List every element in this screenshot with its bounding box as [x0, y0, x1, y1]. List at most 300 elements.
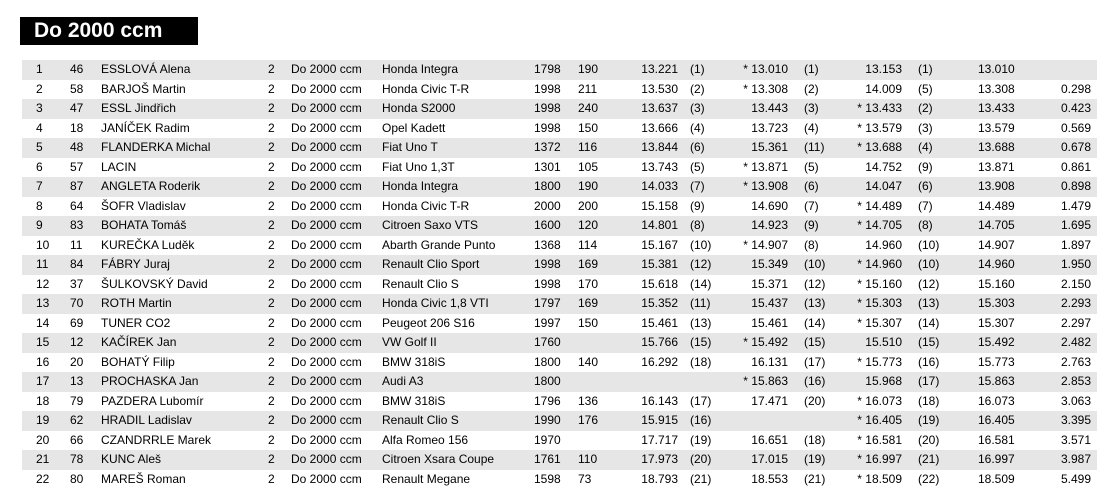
- class-cell: 2: [268, 276, 275, 291]
- run2-rank-cell: (8): [804, 237, 819, 252]
- class-cell: 2: [268, 315, 275, 330]
- run2-time-cell: * 14.907: [743, 237, 788, 252]
- table-row: [22, 294, 1097, 314]
- run2-rank-cell: (13): [804, 296, 826, 310]
- class-cell: 2: [268, 140, 275, 154]
- run3-rank-cell: (12): [918, 276, 940, 291]
- run2-rank-cell: (1): [804, 62, 819, 76]
- engine-ccm-cell: 1368: [534, 237, 561, 252]
- gap-cell: 3.063: [1060, 393, 1091, 408]
- run1-time-cell: 15.766: [641, 335, 678, 349]
- run1-time-cell: 15.158: [641, 198, 678, 213]
- class-cell: 2: [268, 354, 275, 369]
- run1-rank-cell: (3): [690, 101, 705, 115]
- start-number-cell: 48: [70, 140, 84, 154]
- start-number-cell: 64: [70, 198, 84, 213]
- table-row: [22, 255, 1097, 275]
- position-cell: 21: [36, 452, 50, 466]
- power-cell: 240: [578, 101, 599, 115]
- run2-time-cell: 16.651: [751, 432, 788, 447]
- category-cell: Do 2000 ccm: [291, 179, 362, 193]
- run1-rank-cell: (12): [690, 257, 712, 271]
- driver-name-cell: BOHATA Tomáš: [101, 218, 187, 232]
- power-cell: 105: [578, 159, 599, 174]
- driver-name-cell: PAZDERA Lubomír: [101, 393, 204, 408]
- class-cell: 2: [268, 296, 275, 310]
- category-cell: Do 2000 ccm: [291, 62, 362, 76]
- run3-rank-cell: (21): [918, 452, 940, 466]
- run3-rank-cell: (9): [918, 159, 933, 174]
- run3-rank-cell: (17): [918, 374, 940, 388]
- run3-time-cell: * 16.997: [857, 452, 902, 466]
- run1-time-cell: 13.221: [641, 62, 678, 76]
- category-cell: Do 2000 ccm: [291, 413, 362, 427]
- class-cell: 2: [268, 120, 275, 135]
- power-cell: 176: [578, 413, 599, 427]
- run3-rank-cell: (13): [918, 296, 940, 310]
- best-time-cell: 15.160: [978, 276, 1015, 291]
- run1-rank-cell: (7): [690, 179, 705, 193]
- class-cell: 2: [268, 374, 275, 388]
- best-time-cell: 18.509: [978, 471, 1015, 486]
- run2-rank-cell: (11): [804, 140, 825, 154]
- car-cell: BMW 318iS: [382, 393, 446, 408]
- start-number-cell: 18: [70, 120, 84, 135]
- driver-name-cell: ESSL Jindřich: [101, 101, 176, 115]
- best-time-cell: 15.492: [978, 335, 1015, 349]
- run2-rank-cell: (16): [804, 374, 826, 388]
- gap-cell: 5.499: [1060, 471, 1091, 486]
- gap-cell: 1.695: [1060, 218, 1091, 232]
- car-cell: Honda S2000: [382, 101, 456, 115]
- best-time-cell: 14.960: [978, 257, 1015, 271]
- category-cell: Do 2000 ccm: [291, 471, 362, 486]
- start-number-cell: 87: [70, 179, 84, 193]
- run1-rank-cell: (4): [690, 120, 705, 135]
- run3-time-cell: 15.510: [865, 335, 902, 349]
- gap-cell: 0.678: [1060, 140, 1091, 154]
- table-row: [22, 99, 1097, 119]
- class-cell: 2: [268, 471, 275, 486]
- table-row: [22, 450, 1097, 470]
- start-number-cell: 62: [70, 413, 84, 427]
- table-row: [22, 80, 1097, 100]
- run3-time-cell: * 16.581: [857, 432, 902, 447]
- category-title: Do 2000 ccm: [20, 17, 198, 45]
- run2-rank-cell: (5): [804, 159, 819, 174]
- run1-time-cell: 14.801: [641, 218, 678, 232]
- class-cell: 2: [268, 413, 275, 427]
- category-cell: Do 2000 ccm: [291, 354, 362, 369]
- category-cell: Do 2000 ccm: [291, 452, 362, 466]
- category-cell: Do 2000 ccm: [291, 393, 362, 408]
- category-cell: Do 2000 ccm: [291, 374, 362, 388]
- driver-name-cell: ROTH Martin: [101, 296, 172, 310]
- driver-name-cell: BARJOŠ Martin: [101, 81, 186, 96]
- run2-rank-cell: (2): [804, 81, 819, 96]
- engine-ccm-cell: 1800: [534, 354, 561, 369]
- engine-ccm-cell: 1998: [534, 101, 561, 115]
- class-cell: 2: [268, 257, 275, 271]
- best-time-cell: 15.863: [978, 374, 1015, 388]
- run1-time-cell: 13.743: [641, 159, 678, 174]
- position-cell: 20: [36, 432, 50, 447]
- run3-rank-cell: (8): [918, 218, 933, 232]
- category-cell: Do 2000 ccm: [291, 315, 362, 330]
- run3-time-cell: * 13.433: [857, 101, 902, 115]
- run1-rank-cell: (19): [690, 432, 712, 447]
- class-cell: 2: [268, 198, 275, 213]
- run3-rank-cell: (6): [918, 179, 933, 193]
- position-cell: 1: [36, 62, 43, 76]
- power-cell: 73: [578, 471, 592, 486]
- best-time-cell: 16.997: [978, 452, 1015, 466]
- run2-rank-cell: (17): [804, 354, 826, 369]
- engine-ccm-cell: 1998: [534, 120, 561, 135]
- best-time-cell: 13.010: [978, 62, 1015, 76]
- category-cell: Do 2000 ccm: [291, 101, 362, 115]
- driver-name-cell: LACIN: [101, 159, 137, 174]
- run1-time-cell: 13.666: [641, 120, 678, 135]
- driver-name-cell: FÁBRY Juraj: [101, 257, 170, 271]
- car-cell: Honda Civic 1,8 VTI: [382, 296, 489, 310]
- driver-name-cell: CZANDRRLE Marek: [101, 432, 212, 447]
- table-row: [22, 470, 1097, 490]
- best-time-cell: 13.308: [978, 81, 1015, 96]
- car-cell: Renault Megane: [382, 471, 471, 486]
- run3-rank-cell: (3): [918, 120, 933, 135]
- gap-cell: 0.423: [1060, 101, 1091, 115]
- class-cell: 2: [268, 159, 275, 174]
- car-cell: Honda Integra: [382, 62, 459, 76]
- class-cell: 2: [268, 218, 275, 232]
- car-cell: Fiat Uno 1,3T: [382, 159, 455, 174]
- best-time-cell: 14.489: [978, 198, 1015, 213]
- car-cell: Alfa Romeo 156: [382, 432, 469, 447]
- category-cell: Do 2000 ccm: [291, 120, 362, 135]
- run3-rank-cell: (20): [918, 432, 940, 447]
- run3-time-cell: * 15.773: [857, 354, 902, 369]
- driver-name-cell: PROCHASKA Jan: [101, 374, 199, 388]
- table-row: [22, 411, 1097, 431]
- run2-time-cell: 17.015: [751, 452, 788, 466]
- class-cell: 2: [268, 393, 275, 408]
- gap-cell: 1.950: [1060, 257, 1091, 271]
- run2-rank-cell: (19): [804, 452, 826, 466]
- car-cell: Renault Clio Sport: [382, 257, 480, 271]
- run1-rank-cell: (8): [690, 218, 705, 232]
- start-number-cell: 80: [70, 471, 84, 486]
- category-cell: Do 2000 ccm: [291, 218, 362, 232]
- table-row: [22, 177, 1097, 197]
- car-cell: Honda Integra: [382, 179, 459, 193]
- run3-time-cell: 14.009: [865, 81, 902, 96]
- engine-ccm-cell: 1797: [534, 296, 561, 310]
- start-number-cell: 13: [70, 374, 84, 388]
- run2-rank-cell: (15): [804, 335, 826, 349]
- power-cell: 170: [578, 276, 599, 291]
- run1-rank-cell: (2): [690, 81, 705, 96]
- gap-cell: 3.571: [1060, 432, 1091, 447]
- run3-time-cell: * 16.073: [857, 393, 902, 408]
- power-cell: 190: [578, 62, 599, 76]
- run1-time-cell: 15.618: [641, 276, 678, 291]
- gap-cell: 0.898: [1060, 179, 1091, 193]
- start-number-cell: 58: [70, 81, 84, 96]
- run3-time-cell: 14.047: [865, 179, 902, 193]
- start-number-cell: 66: [70, 432, 84, 447]
- engine-ccm-cell: 1598: [534, 471, 561, 486]
- best-time-cell: 13.579: [978, 120, 1015, 135]
- start-number-cell: 37: [70, 276, 84, 291]
- table-row: [22, 197, 1097, 217]
- category-cell: Do 2000 ccm: [291, 159, 362, 174]
- run2-time-cell: * 15.863: [743, 374, 788, 388]
- gap-cell: 0.298: [1060, 81, 1091, 96]
- run3-rank-cell: (22): [918, 471, 940, 486]
- best-time-cell: 15.303: [978, 296, 1015, 310]
- engine-ccm-cell: 1998: [534, 257, 561, 271]
- engine-ccm-cell: 1990: [534, 413, 561, 427]
- run3-time-cell: 14.752: [865, 159, 902, 174]
- position-cell: 13: [36, 296, 50, 310]
- run3-time-cell: 15.968: [865, 374, 902, 388]
- table-row: [22, 236, 1097, 256]
- power-cell: 169: [578, 257, 599, 271]
- run3-rank-cell: (2): [918, 101, 933, 115]
- gap-cell: 2.150: [1060, 276, 1091, 291]
- run3-rank-cell: (7): [918, 198, 933, 213]
- driver-name-cell: ANGLETA Roderik: [101, 179, 201, 193]
- power-cell: 140: [578, 354, 599, 369]
- table-row: [22, 275, 1097, 295]
- driver-name-cell: ESSLOVÁ Alena: [101, 62, 191, 76]
- table-row: [22, 216, 1097, 236]
- gap-cell: 1.479: [1060, 198, 1091, 213]
- category-cell: Do 2000 ccm: [291, 257, 362, 271]
- class-cell: 2: [268, 237, 275, 252]
- engine-ccm-cell: 1796: [534, 393, 561, 408]
- run1-time-cell: 17.717: [641, 432, 678, 447]
- class-cell: 2: [268, 81, 275, 96]
- position-cell: 22: [36, 471, 50, 486]
- engine-ccm-cell: 1301: [534, 159, 561, 174]
- gap-cell: 3.987: [1060, 452, 1091, 466]
- car-cell: Renault Clio S: [382, 276, 459, 291]
- run1-rank-cell: (17): [690, 393, 712, 408]
- run2-time-cell: 14.690: [751, 198, 788, 213]
- gap-cell: 2.853: [1060, 374, 1091, 388]
- best-time-cell: 15.307: [978, 315, 1015, 330]
- car-cell: BMW 318iS: [382, 354, 446, 369]
- run2-rank-cell: (18): [804, 432, 826, 447]
- position-cell: 4: [36, 120, 43, 135]
- run2-time-cell: 13.723: [751, 120, 788, 135]
- class-cell: 2: [268, 432, 275, 447]
- driver-name-cell: FLANDERKA Michal: [101, 140, 211, 154]
- run1-time-cell: 15.167: [641, 237, 678, 252]
- run1-time-cell: 13.637: [641, 101, 678, 115]
- driver-name-cell: ŠULKOVSKÝ David: [101, 276, 208, 291]
- engine-ccm-cell: 2000: [534, 198, 561, 213]
- category-cell: Do 2000 ccm: [291, 237, 362, 252]
- car-cell: Citroen Saxo VTS: [382, 218, 479, 232]
- run2-time-cell: 17.471: [751, 393, 788, 408]
- engine-ccm-cell: 1600: [534, 218, 561, 232]
- run2-time-cell: * 13.010: [743, 62, 788, 76]
- best-time-cell: 13.908: [978, 179, 1015, 193]
- driver-name-cell: KUREČKA Luděk: [101, 237, 195, 252]
- position-cell: 14: [36, 315, 50, 330]
- gap-cell: 2.297: [1060, 315, 1091, 330]
- run3-rank-cell: (4): [918, 140, 933, 154]
- run1-time-cell: 15.915: [641, 413, 678, 427]
- run2-rank-cell: (6): [804, 179, 819, 193]
- position-cell: 15: [36, 335, 50, 349]
- run3-time-cell: * 14.960: [857, 257, 902, 271]
- category-cell: Do 2000 ccm: [291, 296, 362, 310]
- start-number-cell: 46: [70, 62, 84, 76]
- driver-name-cell: BOHATÝ Filip: [101, 354, 175, 369]
- run3-rank-cell: (15): [918, 335, 940, 349]
- run1-rank-cell: (15): [690, 335, 712, 349]
- position-cell: 5: [36, 140, 43, 154]
- category-cell: Do 2000 ccm: [291, 335, 362, 349]
- run3-rank-cell: (18): [918, 393, 940, 408]
- class-cell: 2: [268, 62, 275, 76]
- run3-time-cell: * 16.405: [857, 413, 902, 427]
- gap-cell: 2.293: [1060, 296, 1091, 310]
- run2-rank-cell: (14): [804, 315, 826, 330]
- class-cell: 2: [268, 179, 275, 193]
- best-time-cell: 13.688: [978, 140, 1015, 154]
- start-number-cell: 69: [70, 315, 84, 330]
- run1-rank-cell: (14): [690, 276, 712, 291]
- run2-rank-cell: (9): [804, 218, 819, 232]
- start-number-cell: 12: [70, 335, 84, 349]
- run1-time-cell: 15.461: [641, 315, 678, 330]
- start-number-cell: 20: [70, 354, 84, 369]
- car-cell: Abarth Grande Punto: [382, 237, 496, 252]
- run2-time-cell: 16.131: [751, 354, 788, 369]
- table-row: [22, 333, 1097, 353]
- gap-cell: 0.569: [1060, 120, 1091, 135]
- engine-ccm-cell: 1970: [534, 432, 561, 447]
- run3-time-cell: * 13.579: [857, 120, 902, 135]
- power-cell: 116: [578, 140, 598, 154]
- run1-rank-cell: (20): [690, 452, 712, 466]
- best-time-cell: 16.073: [978, 393, 1015, 408]
- start-number-cell: 57: [70, 159, 84, 174]
- run1-time-cell: 16.292: [641, 354, 678, 369]
- power-cell: 150: [578, 120, 599, 135]
- power-cell: 110: [578, 452, 598, 466]
- start-number-cell: 78: [70, 452, 84, 466]
- start-number-cell: 84: [70, 257, 84, 271]
- run1-rank-cell: (9): [690, 198, 705, 213]
- table-row: [22, 314, 1097, 334]
- category-cell: Do 2000 ccm: [291, 276, 362, 291]
- position-cell: 17: [36, 374, 50, 388]
- gap-cell: 0.861: [1060, 159, 1091, 174]
- category-cell: Do 2000 ccm: [291, 81, 362, 96]
- run2-time-cell: * 15.492: [743, 335, 788, 349]
- driver-name-cell: ŠOFR Vladislav: [101, 198, 186, 213]
- run1-rank-cell: (13): [690, 315, 712, 330]
- run2-rank-cell: (21): [804, 471, 826, 486]
- run2-time-cell: 14.923: [751, 218, 788, 232]
- gap-cell: 2.763: [1060, 354, 1091, 369]
- run2-time-cell: 15.437: [751, 296, 788, 310]
- run2-time-cell: 15.361: [751, 140, 788, 154]
- position-cell: 18: [36, 393, 50, 408]
- best-time-cell: 16.405: [978, 413, 1015, 427]
- run3-rank-cell: (10): [918, 237, 940, 252]
- category-cell: Do 2000 ccm: [291, 140, 362, 154]
- run2-rank-cell: (7): [804, 198, 819, 213]
- start-number-cell: 11: [70, 237, 83, 252]
- gap-cell: 3.395: [1060, 413, 1091, 427]
- run3-rank-cell: (14): [918, 315, 940, 330]
- run1-time-cell: 18.793: [641, 471, 678, 486]
- run1-time-cell: 14.033: [641, 179, 678, 193]
- category-cell: Do 2000 ccm: [291, 432, 362, 447]
- power-cell: 136: [578, 393, 599, 408]
- driver-name-cell: MAREŠ Roman: [101, 471, 186, 486]
- run3-time-cell: 14.960: [865, 237, 902, 252]
- gap-cell: 1.897: [1060, 237, 1091, 252]
- best-time-cell: 15.773: [978, 354, 1015, 369]
- run3-time-cell: * 15.160: [857, 276, 902, 291]
- start-number-cell: 70: [70, 296, 84, 310]
- run2-time-cell: 13.443: [751, 101, 788, 115]
- driver-name-cell: KUNC Aleš: [101, 452, 162, 466]
- car-cell: Fiat Uno T: [382, 140, 438, 154]
- class-cell: 2: [268, 452, 275, 466]
- table-row: [22, 392, 1097, 412]
- run1-rank-cell: (5): [690, 159, 705, 174]
- run1-rank-cell: (16): [690, 413, 712, 427]
- start-number-cell: 47: [70, 101, 84, 115]
- run1-rank-cell: (21): [690, 471, 712, 486]
- engine-ccm-cell: 1761: [534, 452, 561, 466]
- position-cell: 7: [36, 179, 43, 193]
- run2-rank-cell: (20): [804, 393, 826, 408]
- run3-rank-cell: (10): [918, 257, 940, 271]
- results-table: [22, 60, 1097, 489]
- driver-name-cell: TUNER CO2: [101, 315, 171, 330]
- run2-rank-cell: (10): [804, 257, 826, 271]
- engine-ccm-cell: 1800: [534, 179, 561, 193]
- driver-name-cell: HRADIL Ladislav: [101, 413, 192, 427]
- run3-rank-cell: (1): [918, 62, 933, 76]
- run2-time-cell: 15.349: [751, 257, 788, 271]
- position-cell: 12: [36, 276, 50, 291]
- run3-time-cell: * 15.307: [857, 315, 902, 330]
- engine-ccm-cell: 1800: [534, 374, 561, 388]
- run2-time-cell: * 13.908: [743, 179, 788, 193]
- run3-rank-cell: (5): [918, 81, 933, 96]
- engine-ccm-cell: 1372: [534, 140, 561, 154]
- table-row: [22, 372, 1097, 392]
- car-cell: Honda Civic T-R: [382, 81, 470, 96]
- position-cell: 3: [36, 101, 43, 115]
- car-cell: VW Golf II: [382, 335, 437, 349]
- run3-time-cell: * 18.509: [857, 471, 902, 486]
- run3-time-cell: * 14.489: [857, 198, 902, 213]
- run1-time-cell: 13.844: [641, 140, 678, 154]
- run3-time-cell: 13.153: [865, 62, 902, 76]
